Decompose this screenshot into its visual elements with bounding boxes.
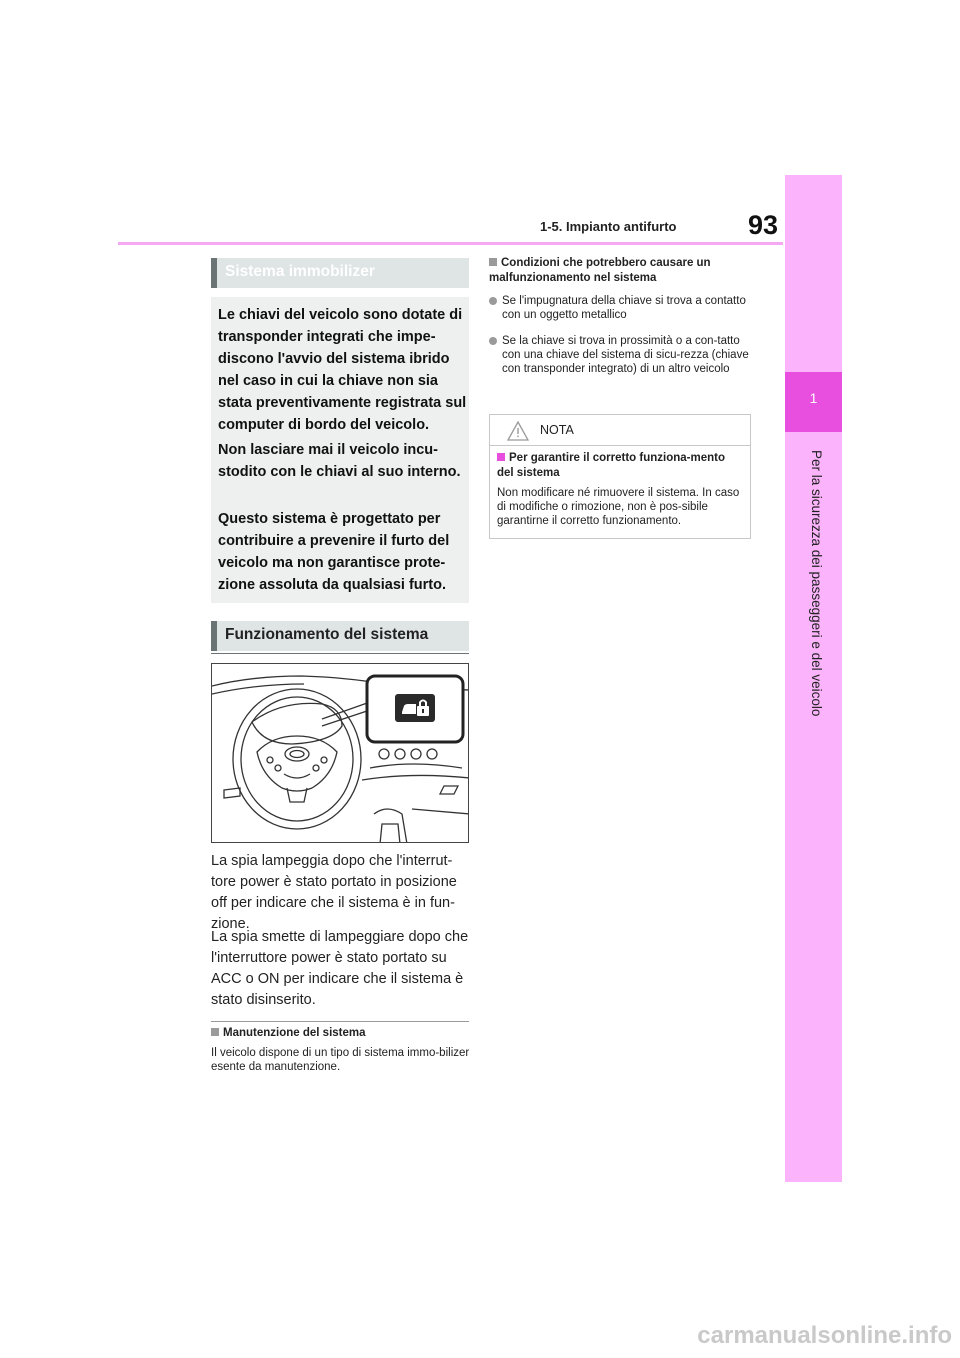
heading-underline	[211, 653, 469, 654]
nota-title: NOTA	[540, 423, 574, 437]
nota-heading	[497, 451, 729, 481]
intro-box	[211, 297, 469, 603]
body-paragraph: La spia lampeggia dopo che l'interrut-tore power è stato portato in posizione off per indicare che il sistema è in fun-zione.	[211, 853, 457, 932]
conditions-heading	[489, 256, 751, 286]
bullet-item	[489, 334, 751, 376]
nota-title-rule	[490, 445, 750, 446]
nota-box	[489, 414, 751, 539]
page-number: 93	[747, 210, 778, 240]
header-rule	[118, 242, 783, 245]
square-bullet-icon	[489, 258, 497, 266]
maintenance-text: Il veicolo dispone di un tipo di sistema immo-bilizer esente da manutenzione.	[211, 1047, 470, 1073]
conditions-heading-text: Condizioni che potrebbero causare un malfunzionamento nel sistema	[489, 257, 711, 284]
heading-sistema-immobilizer	[211, 258, 469, 288]
nota-heading-text: Per garantire il corretto funziona-mento del sistema	[497, 452, 725, 479]
chapter-title-vertical: Per la sicurezza dei passeggeri e del veicolo	[809, 450, 824, 717]
heading-bar	[211, 621, 217, 651]
maintenance-heading-text: Manutenzione del sistema	[223, 1027, 366, 1039]
body-paragraph: La spia smette di lampeggiare dopo che l'interruttore power è stato portato su ACC o ON per indicare che il sistema è stato disinserito.	[211, 929, 469, 1008]
bullet-dot-icon	[489, 337, 497, 345]
square-bullet-icon	[211, 1028, 219, 1036]
dashboard-illustration	[211, 663, 469, 843]
heading-text: Sistema immobilizer	[225, 263, 375, 280]
intro-paragraph: Questo sistema è progettato per contribuire a prevenire il furto del veicolo ma non garantisce prote-zione assoluta da qualsiasi furto.	[218, 511, 450, 593]
bullet-item	[489, 294, 751, 322]
dashboard-drawing	[212, 664, 469, 843]
nota-text: Non modificare né rimuovere il sistema. In caso di modifiche o rimozione, non è pos-sibile garantirne il corretto funzionamento.	[497, 487, 740, 527]
bullet-text: Se l'impugnatura della chiave si trova a contatto con un oggetto metallico	[502, 295, 746, 321]
square-bullet-icon	[497, 453, 505, 461]
bullet-text: Se la chiave si trova in prossimità o a con-tatto con una chiave del sistema di sicu-rezza (chiave con transponder integrato) di un altro veicolo	[502, 335, 749, 375]
intro-paragraph: Non lasciare mai il veicolo incu-stodito con le chiavi al suo interno.	[218, 442, 461, 480]
heading-bar	[211, 258, 217, 288]
section-title: 1-5. Impianto antifurto	[540, 219, 677, 234]
chapter-number: 1	[809, 390, 818, 406]
separator-rule	[211, 1021, 469, 1022]
maintenance-heading	[211, 1027, 469, 1039]
heading-funzionamento	[211, 621, 469, 651]
bullet-dot-icon	[489, 297, 497, 305]
warning-triangle-icon	[507, 421, 529, 441]
watermark: carmanualsonline.info	[697, 1322, 952, 1349]
intro-paragraph: Le chiavi del veicolo sono dotate di transponder integrati che impe-discono l'avvio del sistema ibrido nel caso in cui la chiave non sia stata preventivamente registrata sul computer di bordo del veicolo.	[218, 307, 467, 433]
heading-text: Funzionamento del sistema	[225, 626, 429, 643]
